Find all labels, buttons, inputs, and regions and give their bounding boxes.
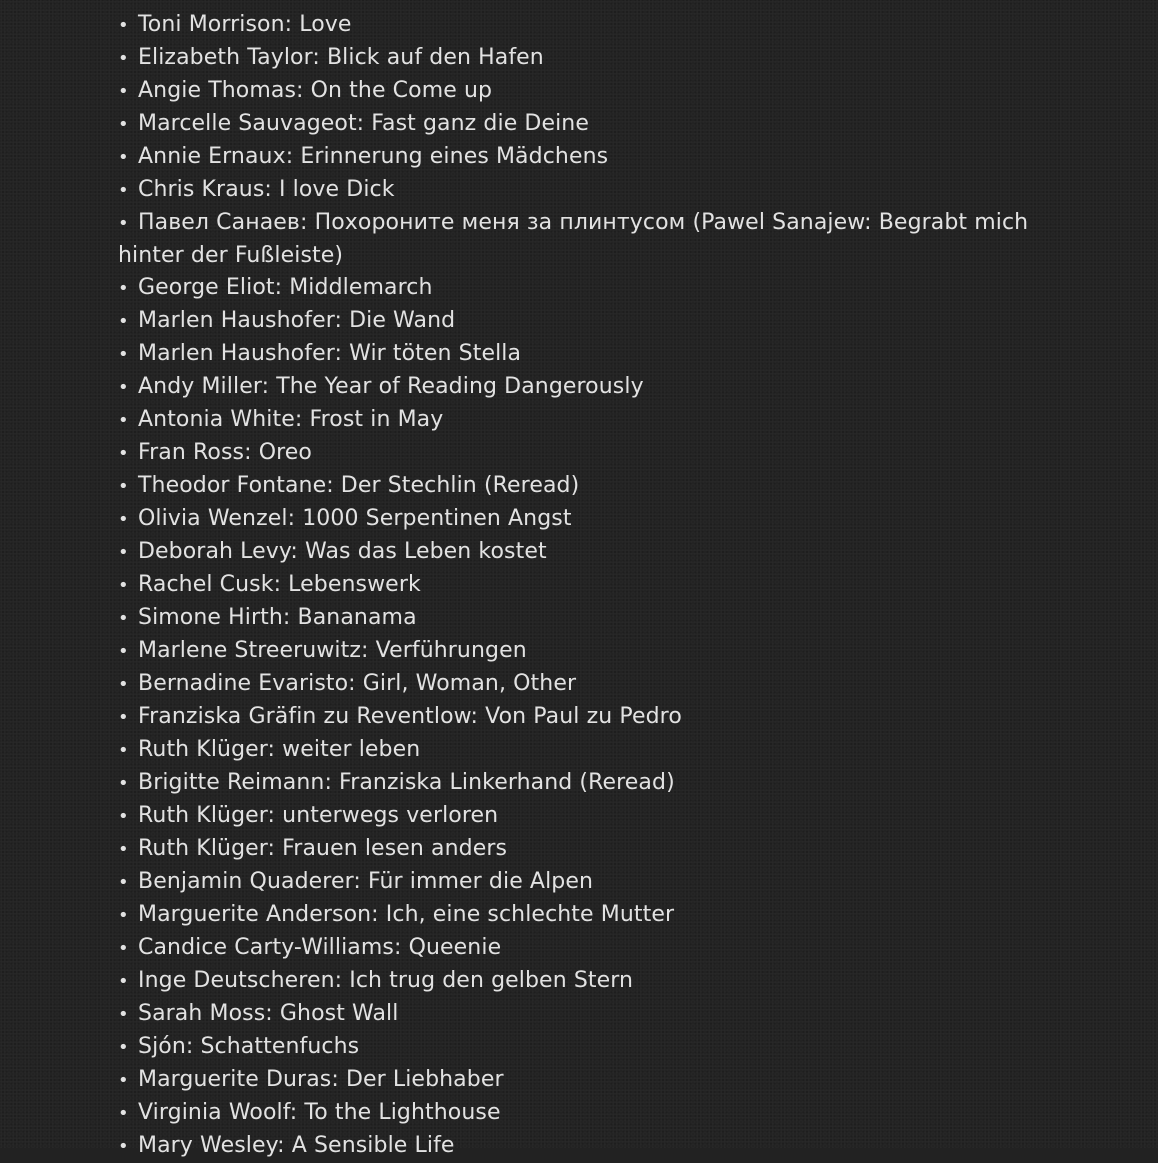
bullet-icon: • <box>118 542 129 563</box>
bullet-icon: • <box>118 608 129 629</box>
list-item <box>118 75 1058 108</box>
book-entry: Toni Morrison: Love <box>138 12 352 37</box>
bullet-icon: • <box>118 410 129 431</box>
list-item <box>118 503 1058 536</box>
book-entry: Brigitte Reimann: Franziska Linkerhand (Reread) <box>138 770 675 795</box>
list-item <box>118 932 1058 965</box>
book-entry: Franziska Gräfin zu Reventlow: Von Paul zu Pedro <box>138 704 682 729</box>
book-entry: Ruth Klüger: Frauen lesen anders <box>138 836 508 861</box>
book-entry: Ruth Klüger: weiter leben <box>138 737 421 762</box>
bullet-icon: • <box>118 81 129 102</box>
list-item <box>118 965 1058 998</box>
book-entry: Fran Ross: Oreo <box>138 440 312 465</box>
bullet-icon: • <box>118 905 129 926</box>
book-entry: Павел Санаев: Похороните меня за плинтусом (Pawel Sanajew: Begrabt mich hinter der Fußleiste) <box>118 210 1029 268</box>
book-entry: Sjón: Schattenfuchs <box>138 1034 360 1059</box>
book-entry: Marlen Haushofer: Wir töten Stella <box>138 341 522 366</box>
list-item <box>118 207 1058 272</box>
book-entry: Andy Miller: The Year of Reading Dangerously <box>138 374 644 399</box>
book-entry: Olivia Wenzel: 1000 Serpentinen Angst <box>138 506 572 531</box>
bullet-icon: • <box>118 344 129 365</box>
list-item <box>118 569 1058 602</box>
bullet-icon: • <box>118 114 129 135</box>
list-item <box>118 866 1058 899</box>
bullet-icon: • <box>118 476 129 497</box>
book-entry: Benjamin Quaderer: Für immer die Alpen <box>138 869 594 894</box>
book-entry: Elizabeth Taylor: Blick auf den Hafen <box>138 45 544 70</box>
bullet-icon: • <box>118 1103 129 1124</box>
bullet-icon: • <box>118 938 129 959</box>
bullet-icon: • <box>118 740 129 761</box>
bullet-icon: • <box>118 971 129 992</box>
list-item <box>118 536 1058 569</box>
list-item <box>118 174 1058 207</box>
bullet-icon: • <box>118 674 129 695</box>
bullet-icon: • <box>118 15 129 36</box>
list-item <box>118 338 1058 371</box>
book-entry: Annie Ernaux: Erinnerung eines Mädchens <box>138 144 609 169</box>
list-item <box>118 404 1058 437</box>
bullet-icon: • <box>118 377 129 398</box>
book-entry: Rachel Cusk: Lebenswerk <box>138 572 421 597</box>
book-entry: Theodor Fontane: Der Stechlin (Reread) <box>138 473 580 498</box>
book-entry: Chris Kraus: I love Dick <box>138 177 395 202</box>
list-item <box>118 1031 1058 1064</box>
book-entry: Marguerite Anderson: Ich, eine schlechte Mutter <box>138 902 675 927</box>
bullet-icon: • <box>118 213 129 234</box>
list-item <box>118 833 1058 866</box>
list-item <box>118 701 1058 734</box>
book-entry: Candice Carty-Williams: Queenie <box>138 935 502 960</box>
bullet-icon: • <box>118 575 129 596</box>
bullet-icon: • <box>118 278 129 299</box>
bullet-icon: • <box>118 1004 129 1025</box>
book-entry: Marlene Streeruwitz: Verführungen <box>138 638 527 663</box>
bullet-icon: • <box>118 806 129 827</box>
list-item <box>118 998 1058 1031</box>
list-item <box>118 305 1058 338</box>
book-entry: Marguerite Duras: Der Liebhaber <box>138 1067 504 1092</box>
bullet-icon: • <box>118 641 129 662</box>
bullet-icon: • <box>118 311 129 332</box>
list-item <box>118 899 1058 932</box>
book-entry: Mary Wesley: A Sensible Life <box>138 1133 455 1158</box>
bullet-icon: • <box>118 1070 129 1091</box>
book-entry: Inge Deutscheren: Ich trug den gelben Stern <box>138 968 634 993</box>
book-entry: Antonia White: Frost in May <box>138 407 444 432</box>
bullet-icon: • <box>118 839 129 860</box>
bullet-icon: • <box>118 147 129 168</box>
list-item <box>118 141 1058 174</box>
list-item <box>118 602 1058 635</box>
book-list <box>118 9 1058 1163</box>
list-item <box>118 437 1058 470</box>
book-entry: Bernadine Evaristo: Girl, Woman, Other <box>138 671 577 696</box>
bullet-icon: • <box>118 707 129 728</box>
list-item <box>118 734 1058 767</box>
bullet-icon: • <box>118 180 129 201</box>
list-item <box>118 9 1058 42</box>
list-item <box>118 767 1058 800</box>
list-item <box>118 1130 1058 1163</box>
bullet-icon: • <box>118 443 129 464</box>
book-entry: Marlen Haushofer: Die Wand <box>138 308 456 333</box>
book-entry: Angie Thomas: On the Come up <box>138 78 493 103</box>
list-item <box>118 668 1058 701</box>
book-entry: Deborah Levy: Was das Leben kostet <box>138 539 547 564</box>
list-item <box>118 108 1058 141</box>
list-item <box>118 272 1058 305</box>
note-text-area[interactable] <box>118 9 1058 1163</box>
bullet-icon: • <box>118 773 129 794</box>
bullet-icon: • <box>118 509 129 530</box>
bullet-icon: • <box>118 48 129 69</box>
book-entry: Virginia Woolf: To the Lighthouse <box>138 1100 501 1125</box>
list-item <box>118 635 1058 668</box>
bullet-icon: • <box>118 1037 129 1058</box>
list-item <box>118 42 1058 75</box>
list-item <box>118 1097 1058 1130</box>
book-entry: George Eliot: Middlemarch <box>138 275 433 300</box>
list-item <box>118 800 1058 833</box>
book-entry: Sarah Moss: Ghost Wall <box>138 1001 399 1026</box>
book-entry: Ruth Klüger: unterwegs verloren <box>138 803 499 828</box>
list-item <box>118 371 1058 404</box>
list-item <box>118 470 1058 503</box>
book-entry: Marcelle Sauvageot: Fast ganz die Deine <box>138 111 589 136</box>
book-entry: Simone Hirth: Bananama <box>138 605 417 630</box>
bullet-icon: • <box>118 1136 129 1157</box>
list-item <box>118 1064 1058 1097</box>
bullet-icon: • <box>118 872 129 893</box>
